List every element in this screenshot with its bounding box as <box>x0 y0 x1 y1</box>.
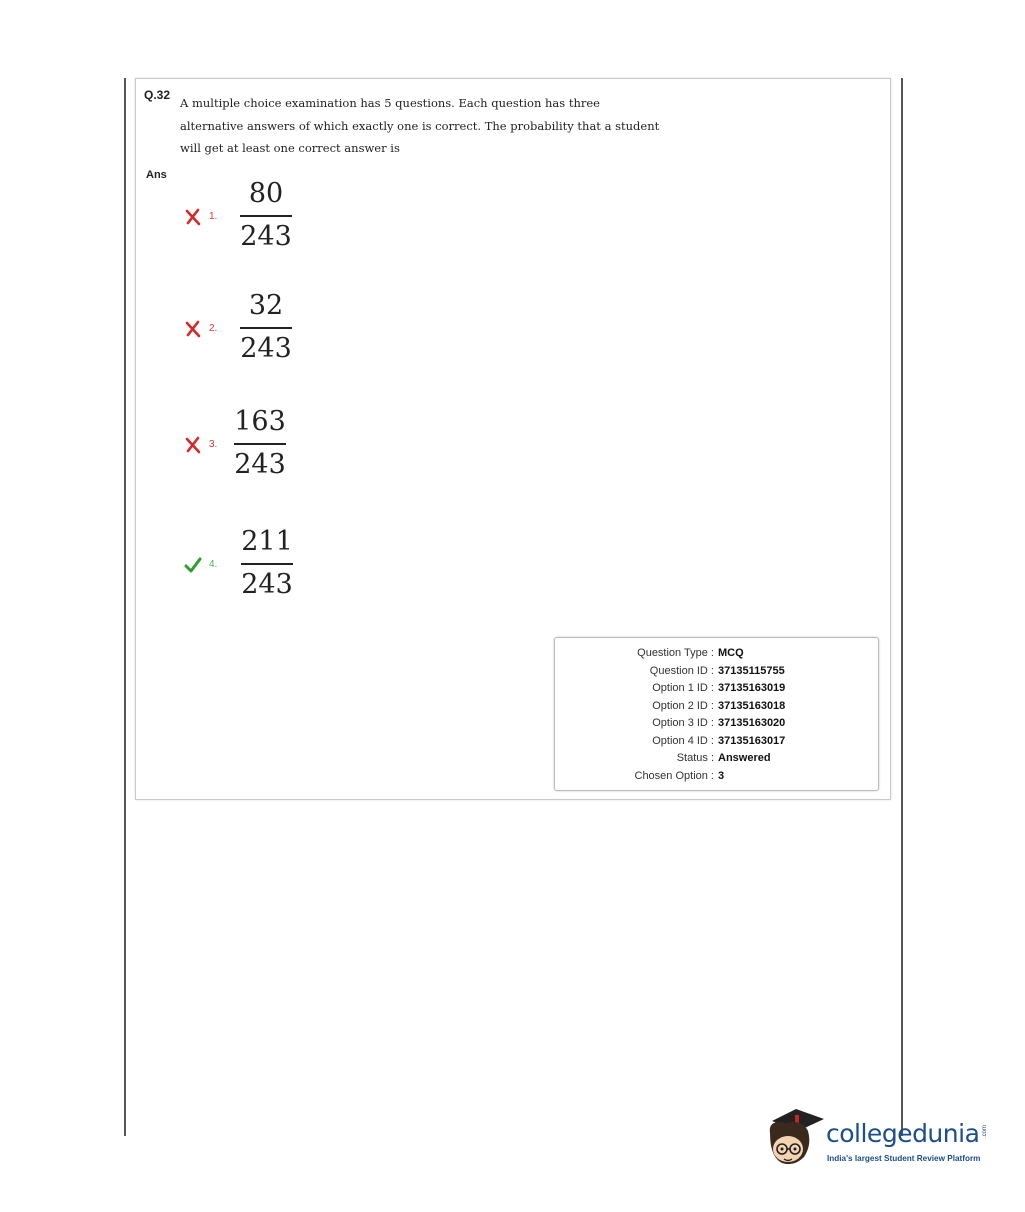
option-fraction <box>240 177 292 254</box>
meta-chosen-option: Chosen Option : 3 <box>634 770 725 782</box>
option-fraction <box>234 405 286 482</box>
option-fraction <box>241 525 293 602</box>
option-fraction <box>240 289 292 366</box>
fraction-denominator: 243 <box>241 569 293 600</box>
fraction-numerator: 32 <box>248 290 284 321</box>
question-text: A multiple choice examination has 5 questions. Each question has three alternative answers of which exactly one is correct. The probability that a student will get at least one correct answer is <box>180 96 660 155</box>
fraction-denominator: 243 <box>240 333 292 364</box>
meta-question-id: Question ID : 37135115755 <box>649 665 785 677</box>
meta-option-2-id: Option 2 ID : 37135163018 <box>652 700 786 712</box>
meta-option-3-id: Option 3 ID : 37135163020 <box>652 717 786 729</box>
collegedunia-logo <box>766 1105 996 1175</box>
check-icon <box>184 556 202 574</box>
fraction-denominator: 243 <box>234 449 286 480</box>
fraction-denominator: 243 <box>240 221 292 252</box>
fraction-numerator: 211 <box>241 526 293 557</box>
fraction-numerator: 163 <box>234 406 286 437</box>
fraction-numerator: 80 <box>248 178 284 209</box>
page-border-right <box>901 78 903 1136</box>
option-number: 3. <box>209 439 218 450</box>
meta-option-4-id: Option 4 ID : 37135163017 <box>652 735 786 747</box>
mascot-icon <box>766 1105 828 1175</box>
logo-wordmark: collegedunia <box>826 1119 980 1148</box>
cross-icon <box>184 208 202 226</box>
question-meta-box <box>554 637 879 791</box>
cross-icon <box>184 436 202 454</box>
logo-suffix: .com <box>982 1125 988 1139</box>
option-number: 2. <box>209 323 218 334</box>
answer-label: Ans <box>146 169 167 181</box>
meta-status: Status : Answered <box>676 752 771 764</box>
cross-icon <box>184 320 202 338</box>
meta-question-type: Question Type : MCQ <box>637 647 744 659</box>
question-panel <box>135 78 891 800</box>
logo-tagline: India's largest Student Review Platform <box>827 1154 981 1163</box>
question-number: Q.32 <box>144 88 171 102</box>
page-border-left <box>124 78 126 1136</box>
option-number: 1. <box>209 211 218 222</box>
meta-option-1-id: Option 1 ID : 37135163019 <box>652 682 786 694</box>
option-number: 4. <box>209 559 218 570</box>
